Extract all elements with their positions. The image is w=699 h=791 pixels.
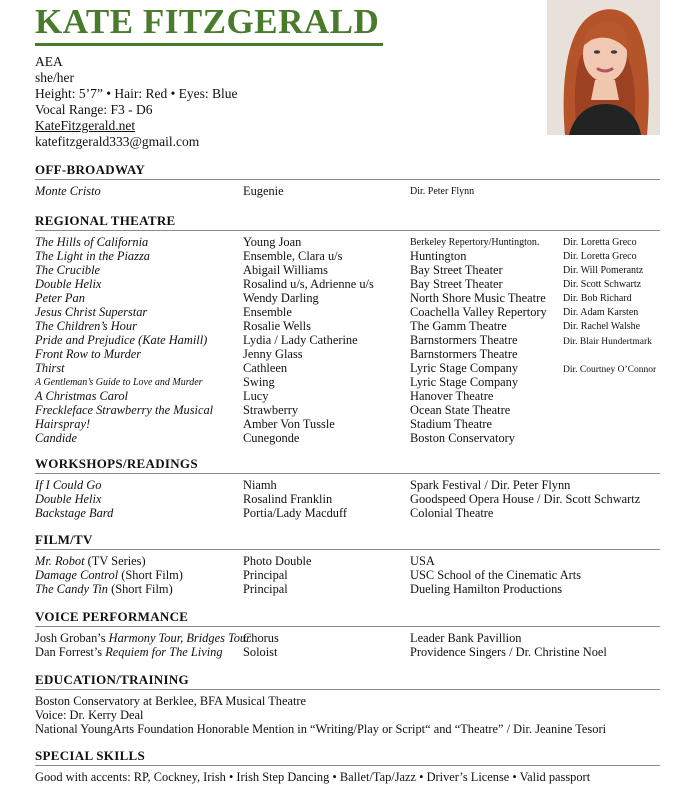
role: Swing <box>243 375 275 389</box>
role: Rosalind u/s, Adrienne u/s <box>243 277 374 291</box>
role: Eugenie <box>243 184 284 198</box>
show-title: Double Helix <box>35 492 102 506</box>
credit-row <box>0 568 699 582</box>
show-title: Monte Cristo <box>35 184 101 198</box>
role: Rosalie Wells <box>243 319 311 333</box>
show-title <box>35 554 146 568</box>
venue: North Shore Music Theatre <box>410 291 546 305</box>
credit-row <box>0 184 699 198</box>
credit-row <box>0 277 699 291</box>
role: Young Joan <box>243 235 302 249</box>
venue: Lyric Stage Company <box>410 375 519 389</box>
director: Dir. Courtney O’Connor <box>563 365 657 375</box>
show-format: (Short Film) <box>118 568 183 582</box>
venue: Leader Bank Pavillion <box>410 631 522 645</box>
venue: Hanover Theatre <box>410 389 494 403</box>
credit-row <box>0 417 699 431</box>
credit-row <box>0 375 699 389</box>
show-name: Damage Control <box>35 568 119 582</box>
role: Soloist <box>243 645 278 659</box>
artist-prefix: Josh Groban’s <box>35 631 109 645</box>
show-format: (TV Series) <box>84 554 146 568</box>
show-title: Backstage Bard <box>35 506 114 520</box>
section-divider <box>35 689 660 690</box>
role: Strawberry <box>243 403 299 417</box>
section-title-workshops: WORKSHOPS/READINGS <box>35 456 198 471</box>
section-divider <box>35 473 660 474</box>
skills-line: Good with accents: RP, Cockney, Irish • Irish Step Dancing • Ballet/Tap/Jazz • Driver’s License • Valid passport <box>35 770 591 784</box>
credit-row <box>0 333 699 347</box>
credit-row <box>0 249 699 263</box>
email-address: katefitzgerald333@gmail.com <box>35 134 200 149</box>
education-line: Boston Conservatory at Berklee, BFA Musical Theatre <box>35 694 307 708</box>
role: Lucy <box>243 389 269 403</box>
show-name: Requiem for The Living <box>105 645 223 659</box>
venue: USC School of the Cinematic Arts <box>410 568 582 582</box>
name-underline <box>35 43 383 46</box>
venue: Coachella Valley Repertory <box>410 305 547 319</box>
show-title: A Gentleman’s Guide to Love and Murder <box>35 377 203 388</box>
show-title: Jesus Christ Superstar <box>35 305 148 319</box>
venue: Boston Conservatory <box>410 431 515 445</box>
show-title: If I Could Go <box>35 478 102 492</box>
physical-stats: Height: 5’7” • Hair: Red • Eyes: Blue <box>35 86 238 101</box>
credit-row <box>0 305 699 319</box>
director: Dir. Adam Karsten <box>563 307 639 318</box>
resume-name: KATE FITZGERALD <box>35 2 380 41</box>
venue: Stadium Theatre <box>410 417 493 431</box>
role: Photo Double <box>243 554 312 568</box>
role: Chorus <box>243 631 279 645</box>
union-affiliation: AEA <box>35 54 63 69</box>
role: Ensemble <box>243 305 292 319</box>
show-title: The Light in the Piazza <box>35 249 150 263</box>
show-name: Mr. Robot <box>35 554 85 568</box>
section-divider <box>35 765 660 766</box>
venue: The Gamm Theatre <box>410 319 507 333</box>
education-line: Voice: Dr. Kerry Deal <box>35 708 144 722</box>
show-title: Candide <box>35 431 77 445</box>
credit-row <box>0 235 699 249</box>
show-title: Thirst <box>35 361 65 375</box>
section-divider <box>35 179 660 180</box>
credit-row <box>0 582 699 596</box>
artist-prefix: Dan Forrest’s <box>35 645 106 659</box>
venue: Goodspeed Opera House / Dir. Scott Schwartz <box>410 492 641 506</box>
credit-row <box>0 263 699 277</box>
venue: Colonial Theatre <box>410 506 494 520</box>
pronouns: she/her <box>35 70 74 85</box>
director: Dir. Will Pomerantz <box>563 265 644 276</box>
show-title <box>35 582 173 596</box>
section-title-film-tv: FILM/TV <box>35 532 93 547</box>
website-link[interactable]: KateFitzgerald.net <box>35 118 136 133</box>
venue: Barnstormers Theatre <box>410 347 518 361</box>
section-divider <box>35 230 660 231</box>
show-title: A Christmas Carol <box>35 389 128 403</box>
role: Lydia / Lady Catherine <box>243 333 358 347</box>
venue: USA <box>410 554 435 568</box>
director: Dir. Loretta Greco <box>563 237 637 248</box>
role: Abigail Williams <box>243 263 328 277</box>
show-title: The Children’s Hour <box>35 319 137 333</box>
show-title: Peter Pan <box>35 291 85 305</box>
credit-row <box>0 645 699 659</box>
headshot-photo <box>547 0 660 135</box>
director: Dir. Rachel Walshe <box>563 321 641 332</box>
credit-row <box>0 291 699 305</box>
director: Dir. Loretta Greco <box>563 251 637 262</box>
show-title: Hairspray! <box>35 417 91 431</box>
headshot-illustration <box>547 0 660 135</box>
credit-row <box>0 347 699 361</box>
role: Jenny Glass <box>243 347 303 361</box>
section-title-voice-performance: VOICE PERFORMANCE <box>35 609 189 624</box>
section-title-off-broadway: OFF-BROADWAY <box>35 162 146 177</box>
venue: Bay Street Theater <box>410 263 503 277</box>
director: Dir. Scott Schwartz <box>563 279 642 290</box>
role: Niamh <box>243 478 277 492</box>
credit-row <box>0 319 699 333</box>
credit-row <box>0 403 699 417</box>
show-title: Front Row to Murder <box>35 347 142 361</box>
credit-row <box>0 361 699 375</box>
education-line: National YoungArts Foundation Honorable Mention in “Writing/Play or Script“ and “Theatre” / Dir. Jeanine Tesori <box>35 722 607 736</box>
section-divider <box>35 626 660 627</box>
contact-block <box>35 54 238 150</box>
role: Ensemble, Clara u/s <box>243 249 343 263</box>
role: Cathleen <box>243 361 288 375</box>
show-format: (Short Film) <box>107 582 173 596</box>
show-title <box>35 645 223 659</box>
venue: Dueling Hamilton Productions <box>410 582 563 596</box>
section-title-education: EDUCATION/TRAINING <box>35 672 189 687</box>
credit-row <box>0 492 699 506</box>
venue: Barnstormers Theatre <box>410 333 518 347</box>
role: Portia/Lady Macduff <box>243 506 348 520</box>
credit-row <box>0 478 699 492</box>
credit-row <box>0 506 699 520</box>
show-title <box>35 631 251 645</box>
vocal-range: Vocal Range: F3 - D6 <box>35 102 153 117</box>
show-title: Pride and Prejudice (Kate Hamill) <box>35 333 208 347</box>
role: Wendy Darling <box>243 291 319 305</box>
credit-row <box>0 554 699 568</box>
credit-row <box>0 431 699 445</box>
show-title: The Crucible <box>35 263 101 277</box>
show-title: Double Helix <box>35 277 102 291</box>
role: Cunegonde <box>243 431 300 445</box>
show-name: The Candy Tin <box>35 582 108 596</box>
venue: Ocean State Theatre <box>410 403 511 417</box>
venue: Bay Street Theater <box>410 277 503 291</box>
show-title <box>35 568 183 582</box>
director: Dir. Bob Richard <box>563 293 632 304</box>
role: Principal <box>243 568 288 582</box>
venue: Huntington <box>410 249 467 263</box>
role: Rosalind Franklin <box>243 492 333 506</box>
credit-row <box>0 389 699 403</box>
show-title: The Hills of California <box>35 235 149 249</box>
venue: Spark Festival / Dir. Peter Flynn <box>410 478 571 492</box>
section-title-regional-theatre: REGIONAL THEATRE <box>35 213 176 228</box>
section-title-special-skills: SPECIAL SKILLS <box>35 748 146 763</box>
venue: Berkeley Repertory/Huntington. <box>410 237 540 248</box>
role: Principal <box>243 582 288 596</box>
director: Dir. Blair Hundertmark <box>563 337 652 347</box>
venue: Providence Singers / Dr. Christine Noel <box>410 645 607 659</box>
venue: Lyric Stage Company <box>410 361 519 375</box>
credit-row <box>0 631 699 645</box>
show-title: Freckleface Strawberry the Musical <box>35 403 214 417</box>
director: Dir. Peter Flynn <box>410 186 475 197</box>
section-divider <box>35 549 660 550</box>
show-name: Harmony Tour, Bridges Tour <box>108 631 251 645</box>
role: Amber Von Tussle <box>243 417 335 431</box>
